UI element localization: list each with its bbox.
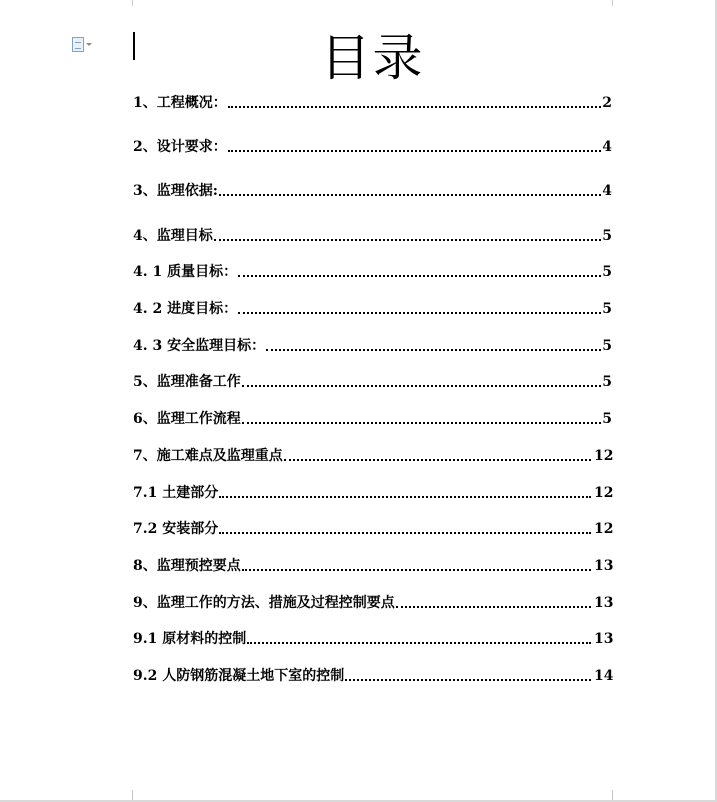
toc-leader bbox=[242, 569, 591, 571]
toc-page-number: 13 bbox=[594, 595, 614, 611]
toc-entry[interactable] bbox=[133, 406, 612, 428]
toc-label: 7、施工难点及监理重点 bbox=[133, 448, 283, 464]
toc-entry[interactable] bbox=[133, 516, 612, 538]
toc-page-number: 5 bbox=[602, 264, 612, 280]
toc-entry[interactable] bbox=[133, 626, 612, 648]
toc-entry[interactable] bbox=[133, 134, 612, 156]
toc-page-number: 12 bbox=[594, 521, 614, 537]
toc-label: 3、监理依据: bbox=[133, 183, 218, 199]
toc-entry[interactable] bbox=[133, 333, 612, 355]
toc-entry[interactable] bbox=[133, 259, 612, 281]
toc-page-number: 13 bbox=[594, 558, 614, 574]
toc-leader bbox=[266, 349, 601, 351]
toc-leader bbox=[228, 150, 602, 152]
toc-label: 1、工程概况： bbox=[133, 95, 227, 111]
toc-leader bbox=[247, 642, 591, 644]
toc-entry[interactable] bbox=[133, 590, 612, 612]
toc-page-number: 5 bbox=[602, 228, 612, 244]
toc-label: 6、监理工作流程 bbox=[133, 411, 241, 427]
margin-mark-bottom-right bbox=[612, 790, 613, 800]
toc-leader bbox=[228, 106, 602, 108]
toc-label: 4、监理目标 bbox=[133, 228, 213, 244]
toc-leader bbox=[219, 194, 601, 196]
toc-page-number: 13 bbox=[594, 631, 614, 647]
toc-entry[interactable] bbox=[133, 296, 612, 318]
toc-entry[interactable] bbox=[133, 443, 612, 465]
toc-page-number: 2 bbox=[602, 95, 612, 111]
toc-entry[interactable] bbox=[133, 90, 612, 112]
toc-page-number: 5 bbox=[602, 338, 612, 354]
toc-page-number: 5 bbox=[602, 374, 612, 390]
toc-leader bbox=[345, 679, 591, 681]
toc-label: 5、监理准备工作 bbox=[133, 374, 241, 390]
toc-entry[interactable] bbox=[133, 223, 612, 245]
toc-label: 7.1 土建部分 bbox=[133, 485, 219, 501]
toc-leader bbox=[219, 532, 591, 534]
toc-leader bbox=[242, 385, 602, 387]
toc-page-number: 12 bbox=[594, 448, 614, 464]
toc-label: 9、监理工作的方法、措施及过程控制要点 bbox=[133, 595, 395, 611]
margin-mark-bottom-left bbox=[132, 790, 133, 800]
toc-label: 7.2 安装部分 bbox=[133, 521, 219, 537]
toc-page-number: 14 bbox=[594, 668, 614, 684]
toc-page-number: 12 bbox=[594, 485, 614, 501]
toc-label: 9.2 人防钢筋混凝土地下室的控制 bbox=[133, 668, 345, 684]
toc-entry[interactable] bbox=[133, 178, 612, 200]
toc-entry[interactable] bbox=[133, 663, 612, 685]
toc-leader bbox=[214, 239, 602, 241]
toc-page-number: 4 bbox=[602, 139, 612, 155]
toc-leader bbox=[238, 312, 601, 314]
toc-page-number: 4 bbox=[602, 183, 612, 199]
page-title: 目录 bbox=[320, 29, 425, 87]
margin-mark-top-left bbox=[112, 0, 133, 6]
margin-mark-top-right bbox=[612, 0, 633, 6]
toc-label: 8、监理预控要点 bbox=[133, 558, 241, 574]
toc-label: 4. 3 安全监理目标： bbox=[133, 338, 266, 354]
toc-entry[interactable] bbox=[133, 480, 612, 502]
toc-leader bbox=[219, 496, 591, 498]
toc-page-number: 5 bbox=[602, 411, 612, 427]
toc-leader bbox=[284, 459, 591, 461]
toc-label: 4. 2 进度目标： bbox=[133, 301, 238, 317]
toc-leader bbox=[238, 275, 601, 277]
toc-entry[interactable] bbox=[133, 553, 612, 575]
toc-label: 9.1 原材料的控制 bbox=[133, 631, 247, 647]
toc-label: 2、设计要求： bbox=[133, 139, 227, 155]
toc-page-number: 5 bbox=[602, 301, 612, 317]
toc-leader bbox=[242, 422, 602, 424]
toc-label: 4. 1 质量目标： bbox=[133, 264, 238, 280]
toc-entry[interactable] bbox=[133, 369, 612, 391]
toc-leader bbox=[396, 606, 591, 608]
